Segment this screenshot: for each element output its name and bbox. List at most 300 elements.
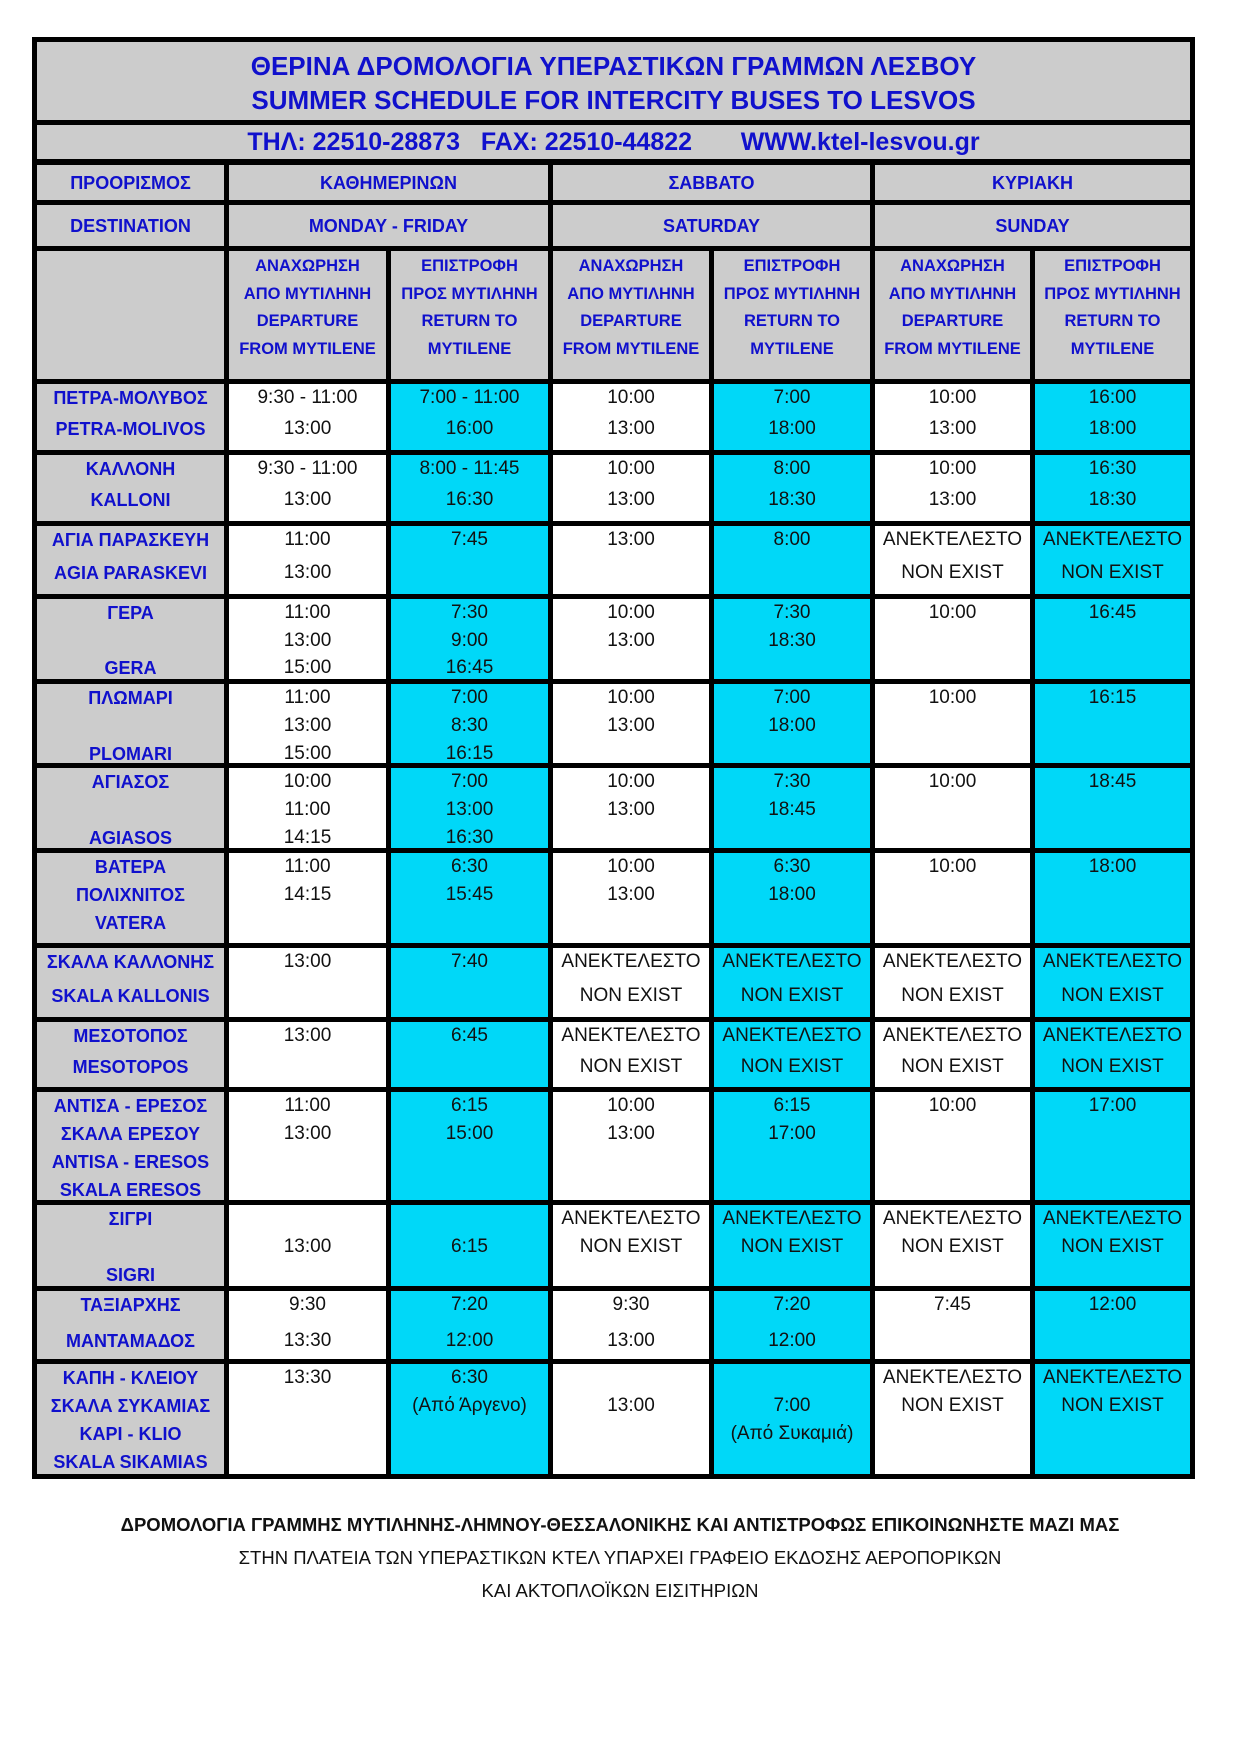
departure-time: 13:00: [283, 715, 332, 736]
return-time: 16:30: [1088, 458, 1137, 479]
return-column-header: [1035, 251, 1190, 379]
return-time: 16:15: [1088, 687, 1137, 708]
route-name-line: KALLONI: [90, 490, 171, 510]
departure-header-line: FROM MYTILENE: [562, 339, 700, 358]
return-time: 18:45: [1088, 771, 1137, 792]
departure-time: ΑΝΕΚΤΕΛΕΣΤΟ: [561, 1025, 701, 1046]
route-name-line: ΜΑΝΤΑΜΑΔΟΣ: [66, 1331, 195, 1351]
title-greek: ΘΕΡΙΝΑ ΔΡΟΜΟΛΟΓΙΑ ΥΠΕΡΑΣΤΙΚΩΝ ΓΡΑΜΜΩΝ ΛΕΣΒΟΥ: [250, 51, 977, 81]
day-label-english: SATURDAY: [662, 216, 760, 236]
departure-times-cell: [229, 768, 386, 848]
return-time: NON EXIST: [740, 1236, 844, 1257]
departure-times-cell: [875, 384, 1030, 450]
return-times-cell: [714, 455, 870, 521]
return-time: 18:00: [1088, 418, 1137, 439]
route-name-line: KAPI - KLIO: [79, 1424, 182, 1444]
departure-times-cell: [229, 526, 386, 594]
return-times-cell: [1035, 853, 1190, 943]
route-name-line: ΚΑΠΗ - ΚΛΕΙΟΥ: [62, 1368, 199, 1388]
return-time: 16:15: [445, 743, 494, 763]
return-header-line: MYTILENE: [427, 339, 512, 358]
departure-times-cell: [553, 455, 709, 521]
return-time: NON EXIST: [740, 985, 844, 1006]
departure-header-line: ΑΝΑΧΩΡΗΣΗ: [900, 257, 1005, 275]
departure-time: 10:00: [607, 771, 655, 792]
return-time: ΑΝΕΚΤΕΛΕΣΤΟ: [1042, 1367, 1183, 1388]
return-time: 7:30: [773, 771, 811, 792]
departure-header-line: DEPARTURE: [256, 312, 359, 330]
departure-time: 10:00: [607, 856, 655, 877]
return-time: 12:00: [445, 1330, 494, 1351]
return-time: 16:00: [1088, 387, 1137, 408]
header-label: ΠΡΟΟΡΙΣΜΟΣ: [70, 173, 191, 193]
departure-time: 13:00: [283, 630, 332, 651]
return-time: 6:30: [773, 856, 811, 877]
departure-time: 9:30 - 11:00: [257, 458, 358, 479]
return-times-cell: [714, 1364, 870, 1474]
departure-time: 7:45: [934, 1294, 971, 1315]
departure-time: 14:15: [283, 827, 332, 848]
route-name-line: ΤΑΞΙΑΡΧΗΣ: [80, 1295, 181, 1315]
departure-time: 13:00: [283, 1236, 332, 1257]
departure-time: 10:00: [283, 771, 332, 792]
departure-time: 15:00: [283, 657, 332, 678]
return-time: 6:30: [451, 1367, 488, 1388]
departure-time: 13:00: [607, 799, 655, 820]
departure-time: 13:00: [928, 418, 977, 439]
return-time: 7:30: [451, 602, 488, 623]
route-name-cell: [37, 768, 224, 848]
return-times-cell: [714, 853, 870, 943]
departure-column-header: [229, 251, 386, 379]
destination-header-english: [37, 205, 224, 246]
return-time: 12:00: [1088, 1294, 1137, 1315]
departure-time: 13:00: [928, 489, 977, 510]
departure-times-cell: [875, 1291, 1030, 1359]
return-time: ΑΝΕΚΤΕΛΕΣΤΟ: [1042, 1025, 1183, 1046]
departure-times-cell: [875, 1364, 1030, 1474]
departure-time: 10:00: [928, 602, 977, 623]
departure-time: ΑΝΕΚΤΕΛΕΣΤΟ: [561, 951, 701, 972]
return-time: 18:00: [768, 418, 816, 439]
departure-times-cell: [229, 1364, 386, 1474]
return-time: 16:45: [1088, 602, 1137, 623]
return-times-cell: [391, 684, 548, 763]
departure-time: 10:00: [928, 458, 977, 479]
return-times-cell: [1035, 1092, 1190, 1200]
return-time: 7:30: [773, 602, 811, 623]
return-time: 8:00: [773, 529, 811, 550]
return-time: 18:45: [768, 799, 816, 820]
departure-header-line: DEPARTURE: [901, 312, 1004, 330]
return-times-cell: [1035, 526, 1190, 594]
departure-time: 11:00: [284, 602, 331, 623]
day-label-english: MONDAY - FRIDAY: [308, 216, 469, 236]
return-time: 6:45: [451, 1025, 488, 1046]
departure-time: 10:00: [928, 771, 977, 792]
departure-times-cell: [875, 853, 1030, 943]
departure-header-line: ΑΝΑΧΩΡΗΣΗ: [255, 257, 360, 275]
departure-time: NON EXIST: [901, 1236, 1004, 1257]
header-label: DESTINATION: [70, 216, 191, 236]
return-header-line: ΕΠΙΣΤΡΟΦΗ: [421, 257, 518, 275]
return-time: 6:15: [773, 1095, 811, 1116]
route-name-cell: [37, 455, 224, 521]
departure-times-cell: [553, 526, 709, 594]
departure-time: NON EXIST: [901, 1395, 1004, 1416]
return-time: 18:30: [768, 630, 816, 651]
departure-time: ΑΝΕΚΤΕΛΕΣΤΟ: [882, 529, 1023, 550]
footer-line-2: ΣΤΗΝ ΠΛΑΤΕΙΑ ΤΩΝ ΥΠΕΡΑΣΤΙΚΩΝ ΚΤΕΛ ΥΠΑΡΧΕΙ ΓΡΑΦΕΙΟ ΕΚΔΟΣΗΣ ΑΕΡΟΠΟΡΙΚΩΝ: [238, 1547, 1002, 1568]
return-times-cell: [714, 684, 870, 763]
departure-times-cell: [229, 384, 386, 450]
departure-times-cell: [229, 1205, 386, 1286]
return-times-cell: [391, 1291, 548, 1359]
return-time: 6:15: [451, 1095, 488, 1116]
return-time: 13:00: [445, 799, 494, 820]
departure-times-cell: [553, 599, 709, 679]
route-name-line: AGIA PARASKEVI: [53, 563, 208, 583]
departure-time: 10:00: [928, 387, 977, 408]
departure-time: 10:00: [607, 602, 655, 623]
departure-time: 9:30: [289, 1294, 326, 1315]
return-time: 7:00: [773, 387, 811, 408]
day-label-english: SUNDAY: [995, 216, 1070, 236]
day-header-greek-2: [875, 165, 1190, 200]
return-times-cell: [391, 526, 548, 594]
return-time: 18:00: [768, 884, 816, 905]
departure-times-cell: [875, 455, 1030, 521]
return-time: ΑΝΕΚΤΕΛΕΣΤΟ: [722, 951, 862, 972]
day-label-greek: ΚΥΡΙΑΚΗ: [991, 173, 1073, 193]
return-header-line: RETURN TO: [744, 312, 840, 330]
departure-time: 14:15: [283, 884, 332, 905]
return-times-cell: [1035, 948, 1190, 1017]
return-header-line: ΠΡΟΣ ΜΥΤΙΛΗΝΗ: [723, 284, 861, 303]
departure-header-line: FROM MYTILENE: [239, 339, 376, 358]
departure-times-cell: [875, 768, 1030, 848]
return-header-line: RETURN TO: [421, 312, 518, 330]
return-times-cell: [1035, 1364, 1190, 1474]
route-name-line: ΣΚΑΛΑ ΕΡΕΣΟΥ: [60, 1124, 201, 1144]
departure-times-cell: [229, 684, 386, 763]
return-times-cell: [714, 526, 870, 594]
return-time: 18:00: [1088, 856, 1137, 877]
departure-time: 10:00: [607, 687, 655, 708]
route-name-cell: [37, 1291, 224, 1359]
return-time: NON EXIST: [740, 1056, 844, 1077]
departure-times-cell: [553, 1364, 709, 1474]
departure-time: ΑΝΕΚΤΕΛΕΣΤΟ: [882, 1025, 1023, 1046]
day-header-english-0: [229, 205, 548, 246]
route-name-line: ΒΑΤΕΡΑ: [94, 857, 167, 877]
departure-time: 13:00: [607, 630, 655, 651]
route-name-line: ΜΕΣΟΤΟΠΟΣ: [73, 1026, 188, 1046]
return-time: 8:00: [773, 458, 811, 479]
departure-time: NON EXIST: [901, 1056, 1004, 1077]
departure-column-header: [875, 251, 1030, 379]
departure-time: NON EXIST: [579, 1236, 683, 1257]
route-name-cell: [37, 1092, 224, 1200]
return-time: ΑΝΕΚΤΕΛΕΣΤΟ: [1042, 951, 1183, 972]
return-time: NON EXIST: [1061, 985, 1164, 1006]
departure-header-line: DEPARTURE: [580, 312, 682, 330]
return-time: 7:00: [773, 1395, 811, 1416]
departure-times-cell: [875, 1205, 1030, 1286]
return-column-header: [714, 251, 870, 379]
return-time: 15:45: [445, 884, 494, 905]
day-label-greek: ΣΑΒΒΑΤΟ: [668, 173, 755, 193]
departure-header-line: ΑΠΟ ΜΥΤΙΛΗΝΗ: [567, 284, 695, 303]
departure-times-cell: [229, 1022, 386, 1087]
departure-time: 11:00: [284, 856, 331, 877]
route-name-line: MESOTOPOS: [72, 1057, 189, 1077]
return-time: ΑΝΕΚΤΕΛΕΣΤΟ: [1042, 529, 1183, 550]
route-name-line: ΓΕΡΑ: [107, 603, 154, 623]
departure-times-cell: [553, 1022, 709, 1087]
departure-times-cell: [229, 948, 386, 1017]
return-time: 7:40: [451, 951, 488, 972]
return-time: (Από Συκαμιά): [730, 1423, 854, 1444]
return-header-line: MYTILENE: [750, 339, 834, 358]
return-header-line: ΕΠΙΣΤΡΟΦΗ: [743, 257, 841, 275]
departure-header-line: ΑΠΟ ΜΥΤΙΛΗΝΗ: [243, 284, 372, 303]
return-time: 7:20: [773, 1294, 811, 1315]
return-header-line: ΠΡΟΣ ΜΥΤΙΛΗΝΗ: [1044, 284, 1181, 303]
destination-subheader-blank: [37, 251, 224, 379]
return-time: 16:30: [445, 489, 494, 510]
return-time: NON EXIST: [1061, 1236, 1164, 1257]
return-times-cell: [714, 1022, 870, 1087]
route-name-line: ΣΚΑΛΑ ΚΑΛΛΟΝΗΣ: [46, 952, 215, 972]
return-time: 6:15: [451, 1236, 488, 1257]
return-time: 8:00 - 11:45: [419, 458, 520, 479]
route-name-line: ΣΙΓΡΙ: [108, 1209, 153, 1229]
departure-time: ΑΝΕΚΤΕΛΕΣΤΟ: [882, 1367, 1023, 1388]
departure-time: 13:00: [607, 1123, 655, 1144]
return-times-cell: [391, 599, 548, 679]
departure-time: 11:00: [284, 687, 331, 708]
departure-time: 15:00: [283, 743, 332, 763]
departure-header-line: ΑΝΑΧΩΡΗΣΗ: [578, 257, 684, 275]
route-name-cell: [37, 384, 224, 450]
departure-times-cell: [875, 599, 1030, 679]
departure-times-cell: [229, 1291, 386, 1359]
departure-time: 10:00: [607, 458, 655, 479]
departure-time: 13:00: [607, 1395, 655, 1416]
route-name-cell: [37, 599, 224, 679]
return-times-cell: [391, 455, 548, 521]
departure-time: 9:30 - 11:00: [257, 387, 358, 408]
return-times-cell: [714, 1092, 870, 1200]
return-times-cell: [1035, 684, 1190, 763]
route-name-cell: [37, 948, 224, 1017]
route-name-cell: [37, 526, 224, 594]
day-header-greek-1: [553, 165, 870, 200]
departure-time: 13:00: [607, 715, 655, 736]
route-name-line: GERA: [104, 658, 157, 678]
route-name-line: ΚΑΛΛΟΝΗ: [85, 459, 176, 479]
departure-header-line: FROM MYTILENE: [884, 339, 1021, 358]
route-name-line: ANTISA - ERESOS: [51, 1152, 210, 1172]
departure-time: 13:00: [283, 1123, 332, 1144]
title-english: SUMMER SCHEDULE FOR INTERCITY BUSES TO LESVOS: [251, 85, 976, 115]
departure-time: NON EXIST: [901, 985, 1004, 1006]
departure-times-cell: [229, 853, 386, 943]
route-name-cell: [37, 1022, 224, 1087]
return-time: 9:00: [451, 630, 488, 651]
return-header-line: RETURN TO: [1064, 312, 1161, 330]
route-name-line: AGIASOS: [88, 828, 172, 848]
route-name-line: ΣΚΑΛΑ ΣΥΚΑΜΙΑΣ: [50, 1396, 211, 1416]
departure-times-cell: [875, 684, 1030, 763]
return-time: 7:00: [773, 687, 811, 708]
departure-times-cell: [553, 1205, 709, 1286]
route-name-line: ΑΝΤΙΣΑ - ΕΡΕΣΟΣ: [53, 1096, 208, 1116]
route-name-cell: [37, 1205, 224, 1286]
route-name-line: ΠΕΤΡΑ-ΜΟΛΥΒΟΣ: [53, 388, 208, 408]
route-name-cell: [37, 853, 224, 943]
return-times-cell: [1035, 1022, 1190, 1087]
departure-time: 13:00: [607, 884, 655, 905]
departure-time: 11:00: [284, 529, 331, 550]
route-name-line: SIGRI: [105, 1265, 155, 1285]
return-times-cell: [714, 1291, 870, 1359]
departure-time: 10:00: [607, 1095, 655, 1116]
departure-time: 10:00: [928, 856, 977, 877]
route-name-line: PLOMARI: [89, 744, 172, 763]
route-name-cell: [37, 684, 224, 763]
return-times-cell: [1035, 1291, 1190, 1359]
departure-time: 13:00: [283, 489, 332, 510]
return-times-cell: [391, 1022, 548, 1087]
return-header-line: ΠΡΟΣ ΜΥΤΙΛΗΝΗ: [401, 284, 538, 303]
return-time: 16:45: [445, 657, 494, 678]
return-time: 16:00: [445, 418, 494, 439]
departure-times-cell: [229, 1092, 386, 1200]
departure-time: 13:00: [607, 1330, 655, 1351]
departure-times-cell: [229, 455, 386, 521]
departure-times-cell: [553, 853, 709, 943]
return-header-line: ΕΠΙΣΤΡΟΦΗ: [1064, 257, 1161, 275]
return-times-cell: [391, 1092, 548, 1200]
return-time: NON EXIST: [1061, 1395, 1164, 1416]
departure-time: 13:00: [283, 951, 332, 972]
return-times-cell: [714, 384, 870, 450]
return-time: ΑΝΕΚΤΕΛΕΣΤΟ: [722, 1025, 862, 1046]
return-times-cell: [1035, 599, 1190, 679]
return-time: 18:30: [1088, 489, 1137, 510]
return-time: 18:30: [768, 489, 816, 510]
contact-line: ΤΗΛ: 22510-28873 FAX: 22510-44822 WWW.ktel-lesvou.gr: [247, 128, 980, 156]
departure-times-cell: [553, 384, 709, 450]
contact-banner: [37, 125, 1190, 159]
departure-times-cell: [553, 684, 709, 763]
footer-notes: [0, 1508, 1240, 1607]
return-times-cell: [391, 1364, 548, 1474]
departure-time: 13:00: [283, 562, 332, 583]
departure-times-cell: [553, 1291, 709, 1359]
schedule-table: [32, 37, 1195, 1479]
return-time: 17:00: [768, 1123, 816, 1144]
route-name-cell: [37, 1364, 224, 1474]
departure-time: 13:00: [607, 489, 655, 510]
return-time: 16:30: [445, 827, 494, 848]
departure-time: NON EXIST: [579, 1056, 683, 1077]
return-time: 15:00: [445, 1123, 494, 1144]
title-banner: [37, 42, 1190, 120]
departure-time: NON EXIST: [579, 985, 683, 1006]
departure-time: NON EXIST: [901, 562, 1004, 583]
departure-times-cell: [553, 948, 709, 1017]
day-header-english-2: [875, 205, 1190, 246]
return-times-cell: [391, 384, 548, 450]
route-name-line: ΑΓΙΑΣΟΣ: [91, 772, 170, 792]
departure-time: 13:30: [283, 1367, 332, 1388]
route-name-line: SKALA ERESOS: [59, 1180, 202, 1200]
return-times-cell: [714, 768, 870, 848]
route-name-line: ΠΛΩΜΑΡΙ: [88, 688, 173, 708]
day-label-greek: ΚΑΘΗΜΕΡΙΝΩΝ: [320, 173, 457, 193]
departure-time: 13:00: [283, 418, 332, 439]
return-time: 7:00: [451, 771, 488, 792]
departure-time: 11:00: [284, 1095, 331, 1116]
return-header-line: MYTILENE: [1070, 339, 1155, 358]
return-times-cell: [714, 948, 870, 1017]
return-time: 7:20: [451, 1294, 488, 1315]
departure-times-cell: [875, 948, 1030, 1017]
return-time: NON EXIST: [1061, 1056, 1164, 1077]
return-times-cell: [1035, 455, 1190, 521]
departure-time: 9:30: [612, 1294, 650, 1315]
footer-line-3: ΚΑΙ ΑΚΤΟΠΛΟΪΚΩΝ ΕΙΣΙΤΗΡΙΩΝ: [481, 1580, 759, 1601]
departure-times-cell: [875, 1092, 1030, 1200]
day-header-greek-0: [229, 165, 548, 200]
departure-time: 13:30: [283, 1330, 332, 1351]
departure-time: ΑΝΕΚΤΕΛΕΣΤΟ: [561, 1208, 701, 1229]
return-times-cell: [1035, 768, 1190, 848]
return-time: 7:00 - 11:00: [419, 387, 520, 408]
departure-time: 13:00: [283, 1025, 332, 1046]
departure-time: ΑΝΕΚΤΕΛΕΣΤΟ: [882, 1208, 1023, 1229]
return-time: 18:00: [768, 715, 816, 736]
departure-column-header: [553, 251, 709, 379]
route-name-line: SKALA KALLONIS: [51, 986, 210, 1006]
return-time: ΑΝΕΚΤΕΛΕΣΤΟ: [1042, 1208, 1183, 1229]
return-time: 7:00: [451, 687, 488, 708]
day-header-english-1: [553, 205, 870, 246]
route-name-line: ΑΓΙΑ ΠΑΡΑΣΚΕΥΗ: [51, 530, 210, 550]
return-time: 6:30: [451, 856, 488, 877]
return-times-cell: [1035, 1205, 1190, 1286]
return-times-cell: [391, 853, 548, 943]
return-times-cell: [391, 948, 548, 1017]
return-column-header: [391, 251, 548, 379]
departure-time: 11:00: [284, 799, 331, 820]
return-time: 17:00: [1088, 1095, 1137, 1116]
return-times-cell: [391, 768, 548, 848]
departure-times-cell: [553, 1092, 709, 1200]
route-name-line: VATERA: [94, 913, 167, 933]
departure-times-cell: [229, 599, 386, 679]
return-times-cell: [1035, 384, 1190, 450]
departure-time: 10:00: [928, 1095, 977, 1116]
departure-header-line: ΑΠΟ ΜΥΤΙΛΗΝΗ: [888, 284, 1017, 303]
return-times-cell: [714, 1205, 870, 1286]
return-times-cell: [391, 1205, 548, 1286]
return-time: ΑΝΕΚΤΕΛΕΣΤΟ: [722, 1208, 862, 1229]
route-name-line: SKALA SIKAMIAS: [53, 1452, 208, 1472]
